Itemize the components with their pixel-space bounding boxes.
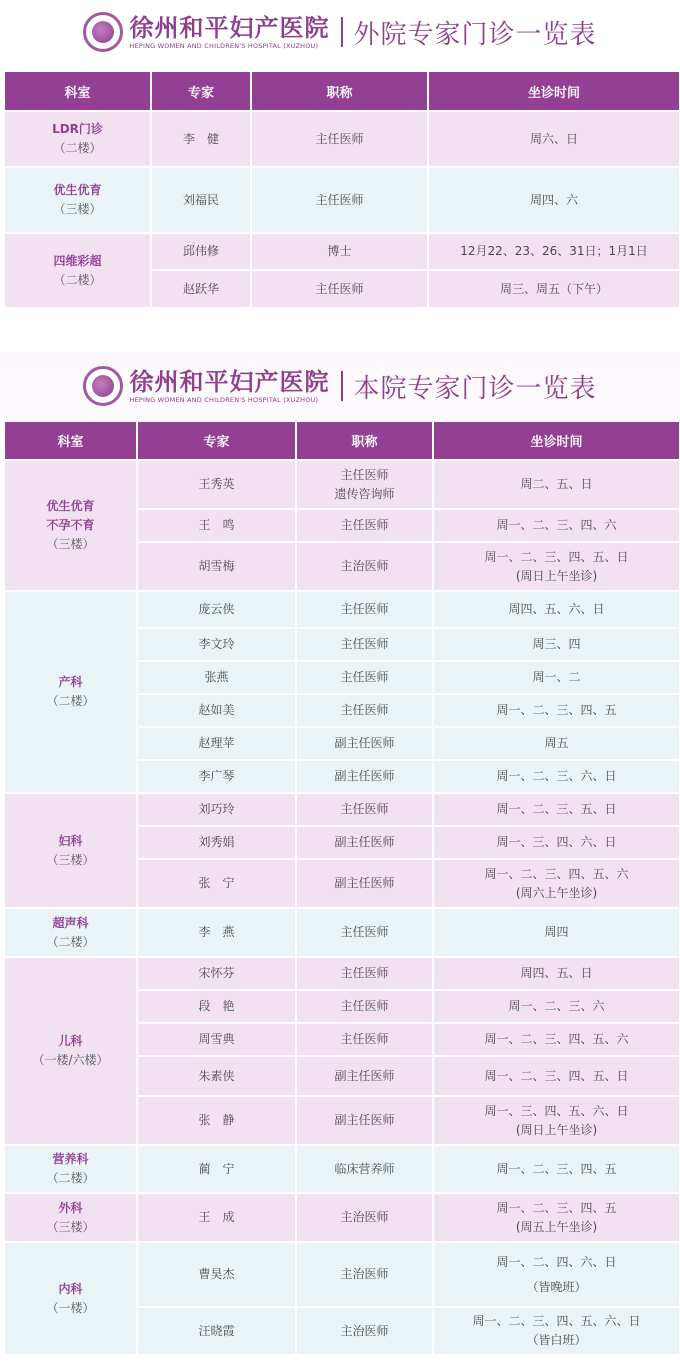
expert-cell: 周雪典 [198, 1032, 235, 1046]
time-cell: 周一、二、三、六 [508, 999, 605, 1013]
table-row [5, 168, 679, 232]
time-cell: 周三、周五（下午） [499, 281, 608, 296]
dept-cell: 外科 （三楼） [46, 1200, 95, 1234]
expert-cell: 刘秀娟 [198, 835, 235, 849]
col-header-expert: 专家 [152, 72, 250, 110]
expert-cell: 赵理苹 [198, 736, 235, 750]
col-header-time: 坐诊时间 [429, 72, 679, 110]
dept-cell: 优生优育 （三楼） [53, 183, 102, 216]
title-cell: 主任医师 [340, 802, 389, 816]
time-cell: 周一、二、三、六、日 [496, 769, 617, 783]
expert-cell: 宋怀芬 [198, 966, 235, 980]
dept-cell: 营养科 （二楼） [46, 1152, 95, 1185]
col-header-dept: 科室 [5, 72, 150, 110]
title-cell: 副主任医师 [334, 835, 395, 849]
expert-cell: 李广琴 [198, 769, 235, 783]
time-cell: 周一、二、四、六、日 （皆晚班） [496, 1254, 617, 1294]
dept-cell: 四维彩超 （二楼） [53, 253, 102, 287]
table-row [5, 1146, 679, 1192]
dept-cell: 妇科 （三楼） [46, 833, 95, 867]
time-cell: 周一、二、三、四、五、六、日 （皆白班） [472, 1314, 641, 1347]
dept-cell: LDR门诊 （二楼） [52, 122, 103, 155]
time-cell: 周一、二、三、四、五、日 [484, 1068, 629, 1083]
table-row [5, 592, 679, 627]
col-header-dept: 科室 [5, 422, 136, 459]
table-row [5, 1194, 679, 1241]
expert-cell: 李文玲 [198, 637, 235, 651]
expert-cell: 蔺 宁 [198, 1161, 235, 1176]
title-cell: 副主任医师 [334, 1113, 395, 1127]
col-header-title: 职称 [297, 422, 432, 459]
table-row [5, 909, 679, 956]
internal-experts-table [3, 420, 680, 1356]
col-header-time: 坐诊时间 [434, 422, 679, 459]
time-cell: 周六、日 [529, 131, 578, 146]
title-cell: 主治医师 [340, 1267, 389, 1281]
time-cell: 周三、四 [532, 637, 581, 651]
hospital-name-cn: 徐州和平妇产医院 [129, 368, 330, 396]
external-experts-table [3, 70, 680, 309]
expert-cell: 段 艳 [198, 999, 235, 1013]
title-cell: 博士 [327, 244, 352, 258]
title-cell: 主任医师 [315, 131, 364, 146]
dept-cell: 优生优育 不孕不育 （三楼） [46, 499, 95, 551]
table-row [5, 112, 679, 166]
hospital-name-en: HEPING WOMEN AND CHILDREN'S HOSPITAL (XUZHOU) [129, 396, 319, 404]
expert-cell: 李 健 [182, 131, 219, 146]
hospital-logo-icon [83, 12, 123, 52]
expert-cell: 赵如美 [198, 703, 235, 717]
dept-cell: 内科 （一楼） [46, 1281, 95, 1315]
time-cell: 周一、二、三、五、日 [496, 802, 617, 816]
expert-cell: 曹昊杰 [198, 1267, 235, 1281]
title-cell: 主任医师 [315, 281, 364, 296]
expert-cell: 李 燕 [198, 925, 235, 939]
title-cell: 副主任医师 [334, 769, 395, 783]
time-cell: 周一、二 [532, 670, 581, 684]
title-cell: 副主任医师 [334, 736, 395, 750]
title-cell: 主任医师 [340, 637, 389, 651]
expert-cell: 张燕 [204, 670, 229, 684]
table-row [5, 958, 679, 989]
expert-cell: 胡雪梅 [198, 559, 235, 573]
title-cell: 主任医师 [340, 966, 389, 980]
banner-external [0, 0, 680, 64]
dept-cell: 超声科 （二楼） [46, 915, 95, 949]
title-cell: 主任医师 [340, 670, 389, 684]
table-row [5, 234, 679, 269]
title-cell: 主任医师 [340, 999, 389, 1013]
section2-title: 本院专家门诊一览表 [353, 373, 597, 404]
time-cell: 12月22、23、26、31日；1月1日 [460, 244, 648, 258]
table-row [5, 794, 679, 825]
hospital-logo-text [129, 14, 329, 50]
hospital-name-cn: 徐州和平妇产医院 [129, 14, 330, 42]
title-cell: 主任医师 遗传咨询师 [334, 467, 395, 501]
time-cell: 周四、六 [529, 192, 578, 207]
title-cell: 主任医师 [340, 602, 389, 616]
expert-cell: 王 鸣 [198, 518, 235, 532]
title-cell: 副主任医师 [334, 876, 395, 890]
expert-cell: 张 静 [198, 1113, 235, 1127]
time-cell: 周一、二、三、四、五、六 [484, 1032, 629, 1046]
expert-cell: 张 宁 [198, 876, 235, 890]
hospital-logo-icon [83, 366, 123, 406]
expert-cell: 王秀英 [198, 477, 235, 491]
col-header-title: 职称 [252, 72, 427, 110]
expert-cell: 邱伟修 [182, 244, 219, 258]
time-cell: 周四、五、六、日 [508, 602, 605, 616]
time-cell: 周一、三、四、五、六、日 (周日上午坐诊) [484, 1103, 629, 1137]
table-row [5, 461, 679, 508]
title-cell: 主任医师 [315, 192, 364, 207]
col-header-expert: 专家 [138, 422, 295, 459]
expert-cell: 赵跃华 [182, 281, 219, 296]
time-cell: 周一、二、三、四、五 [496, 1161, 617, 1176]
time-cell: 周二、五、日 [520, 477, 593, 491]
time-cell: 周一、二、三、四、五 (周五上午坐诊) [496, 1200, 617, 1234]
expert-cell: 刘巧玲 [198, 802, 235, 816]
section1-title: 外院专家门诊一览表 [353, 19, 597, 50]
title-cell: 主任医师 [340, 703, 389, 717]
hospital-logo-text [129, 368, 329, 404]
banner-divider [341, 17, 343, 47]
expert-cell: 庞云侠 [198, 602, 235, 616]
banner-internal [0, 352, 680, 420]
dept-cell: 儿科 （一楼/六楼） [32, 1034, 109, 1067]
time-cell: 周一、三、四、六、日 [496, 835, 617, 849]
title-cell: 主任医师 [340, 925, 389, 939]
expert-cell: 朱素侠 [198, 1068, 235, 1083]
time-cell: 周五 [544, 736, 569, 750]
title-cell: 主治医师 [340, 1210, 389, 1224]
table-row [5, 1243, 679, 1306]
time-cell: 周四、五、日 [520, 966, 593, 980]
expert-cell: 刘福民 [182, 192, 219, 207]
time-cell: 周四 [544, 925, 569, 939]
hospital-name-en: HEPING WOMEN AND CHILDREN'S HOSPITAL (XUZHOU) [129, 42, 319, 50]
title-cell: 主治医师 [340, 1323, 389, 1338]
title-cell: 临床营养师 [334, 1161, 395, 1176]
title-cell: 主任医师 [340, 1032, 389, 1046]
time-cell: 周一、二、三、四、六 [496, 518, 617, 532]
title-cell: 主治医师 [340, 559, 389, 573]
time-cell: 周一、二、三、四、五、日 (周日上午坐诊) [484, 549, 629, 583]
expert-cell: 汪晓霞 [198, 1323, 235, 1338]
title-cell: 副主任医师 [334, 1068, 395, 1083]
time-cell: 周一、二、三、四、五 [496, 703, 617, 717]
title-cell: 主任医师 [340, 518, 389, 532]
expert-cell: 王 成 [198, 1210, 235, 1224]
time-cell: 周一、二、三、四、五、六 (周六上午坐诊) [484, 866, 629, 900]
dept-cell: 产科 （二楼） [46, 675, 95, 708]
banner-divider [341, 371, 343, 401]
